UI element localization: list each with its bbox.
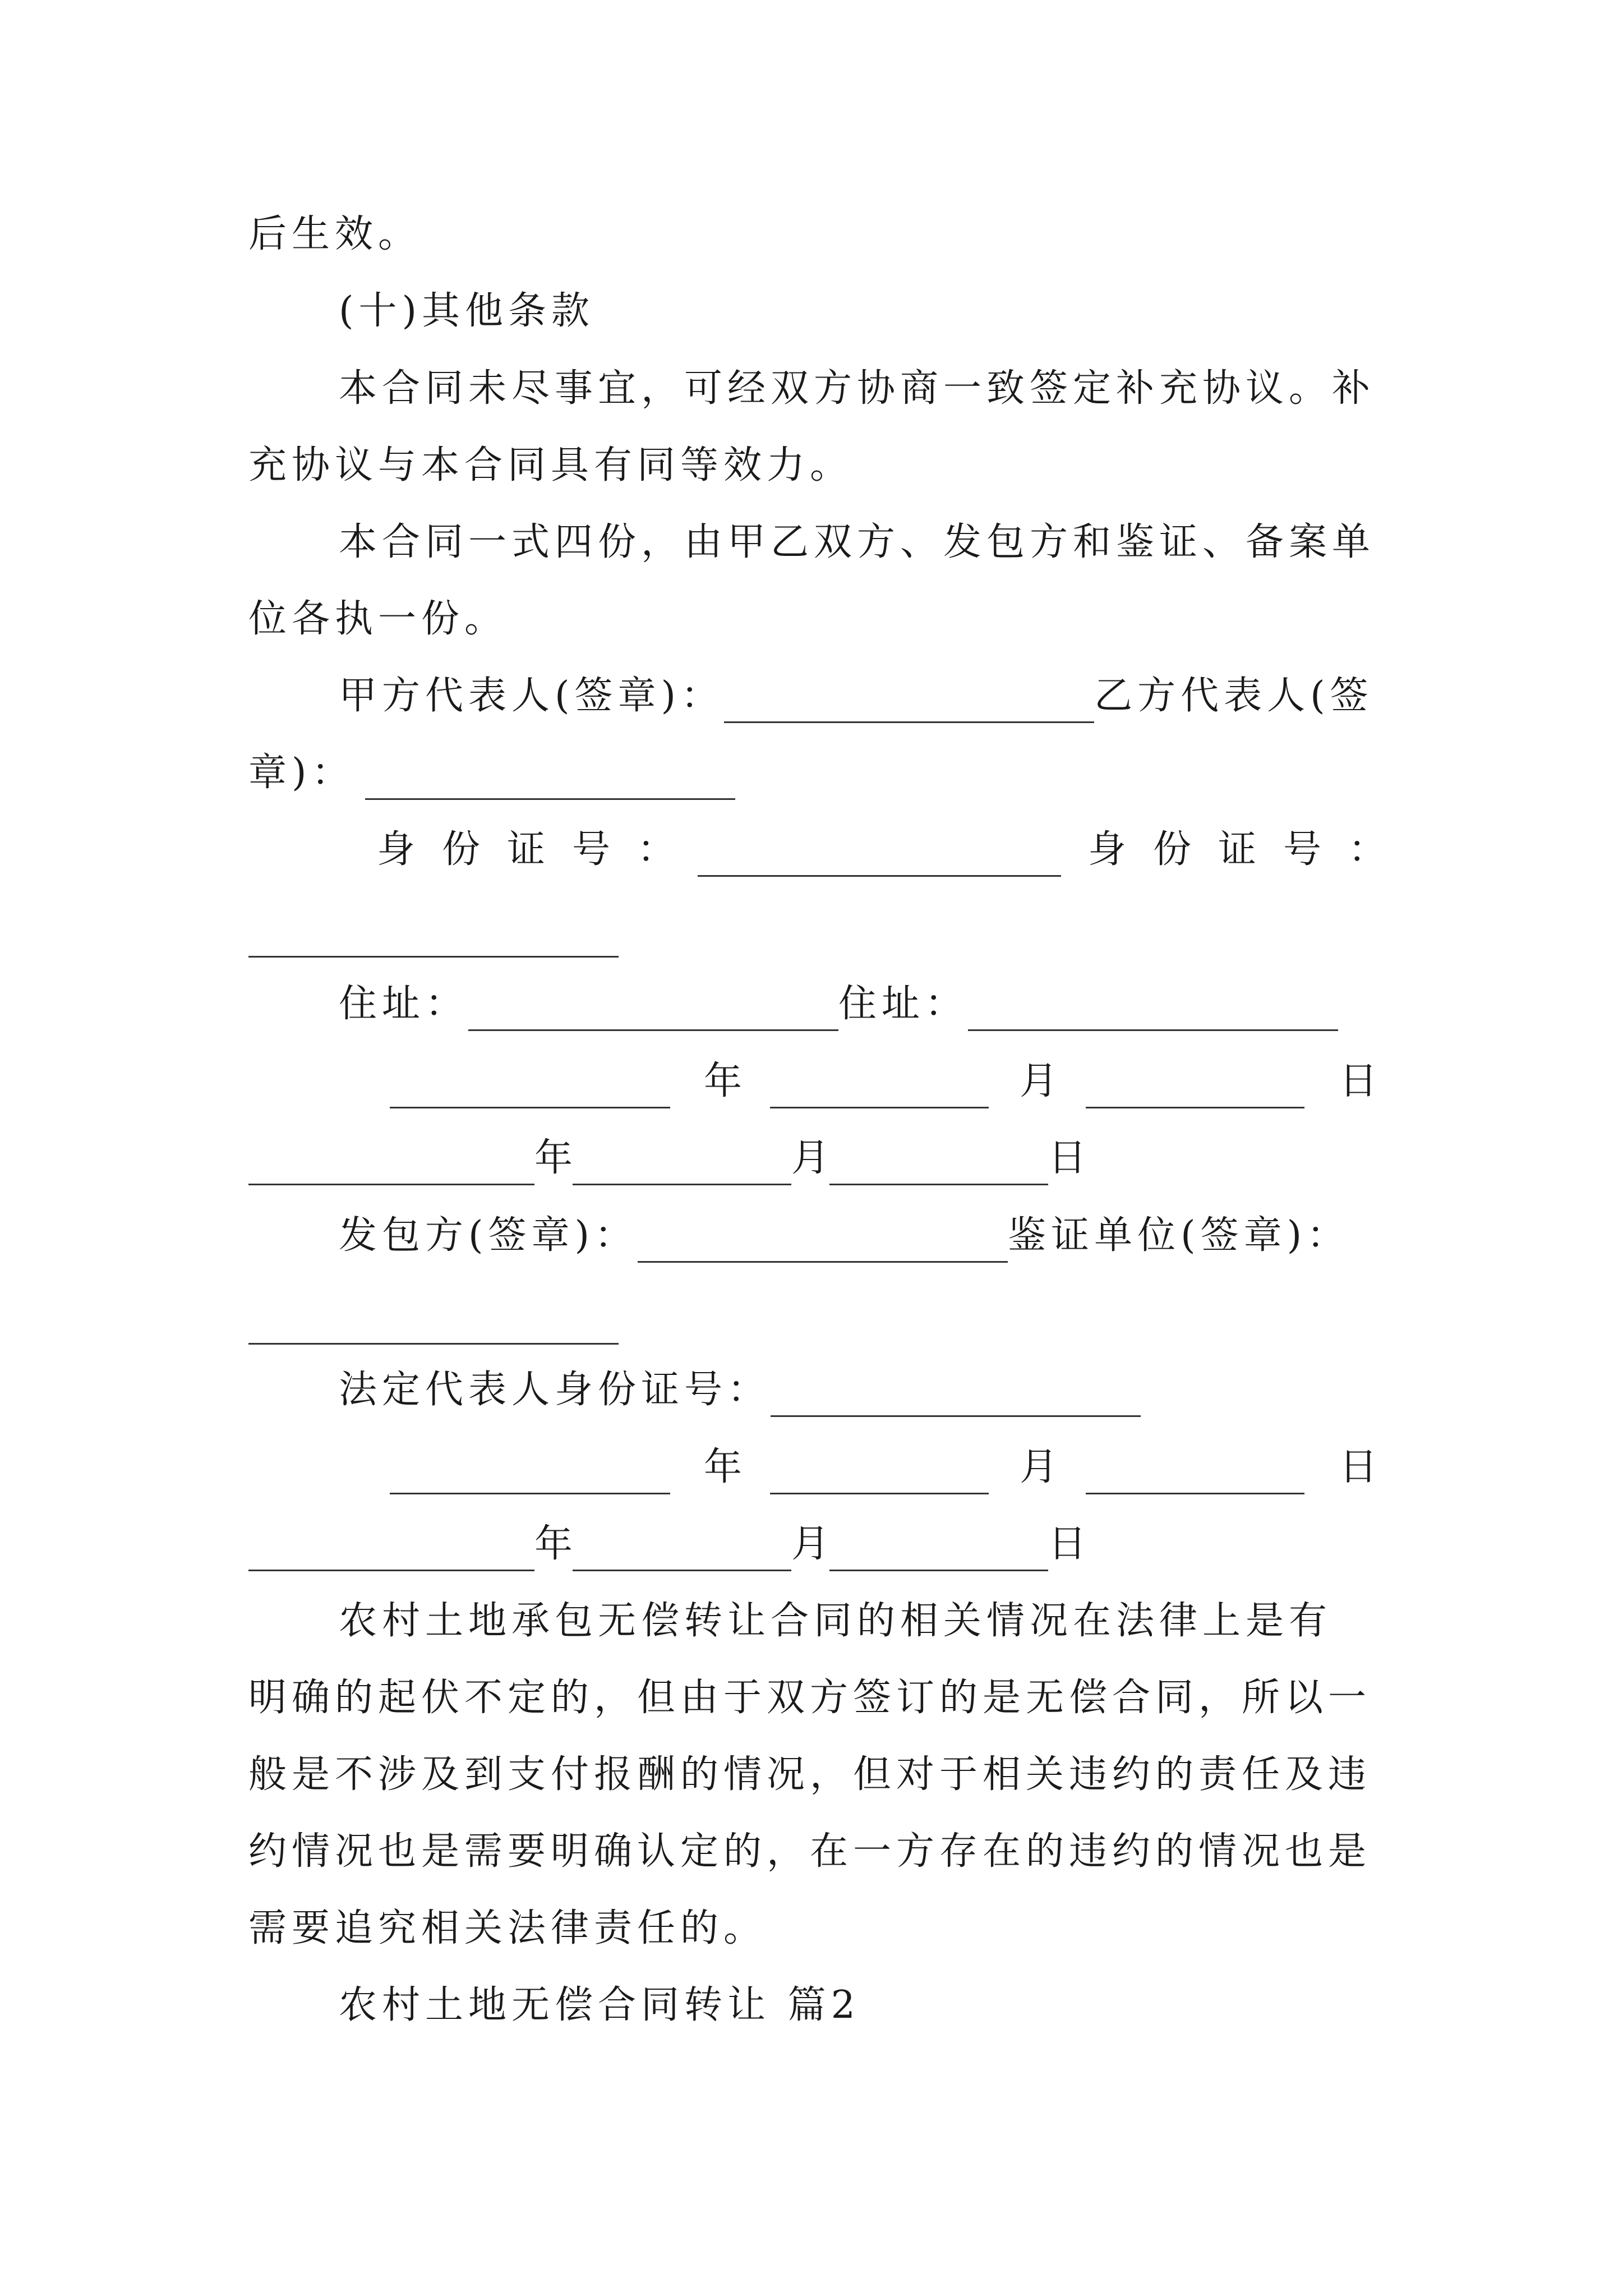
text-line: 农村土地承包无偿转让合同的相关情况在法律上是有 — [339, 1599, 1332, 1643]
id-label-char: 证 — [507, 827, 546, 872]
day-blank — [829, 1530, 1048, 1571]
id-label-char: 号 — [572, 827, 611, 872]
party-a-signature-label: 甲方代表人(签章)： — [339, 674, 725, 718]
text-line: 本合同未尽事宜，可经双方协商一致签定补充协议。补 — [339, 366, 1376, 411]
id-label-char: 身 — [1087, 827, 1126, 872]
year-label: 年 — [704, 1445, 743, 1489]
party-a-address-label: 住址： — [339, 982, 469, 1026]
month-blank — [770, 1453, 989, 1494]
text-line: 明确的起伏不定的，但由于双方签订的是无偿合同，所以一 — [248, 1676, 1372, 1720]
party-a-id-blank — [698, 836, 1061, 877]
appraiser-signature-label: 鉴证单位(签章)： — [1008, 1213, 1350, 1258]
day-blank — [1086, 1453, 1304, 1494]
legal-rep-row — [339, 1363, 1387, 1417]
id-label-char: ： — [637, 827, 676, 872]
signature-row — [339, 669, 1387, 723]
address-row — [339, 977, 1387, 1031]
id-label-char: 号 — [1283, 827, 1321, 872]
section-heading: 农村土地无偿合同转让 篇2 — [339, 1983, 860, 2027]
date-row — [248, 1131, 1146, 1185]
year-label: 年 — [534, 1136, 573, 1180]
id-label-char: 证 — [1218, 827, 1256, 872]
year-blank — [248, 1144, 534, 1185]
party-b-address-label: 住址： — [838, 982, 969, 1026]
party-b-signature-label-cont: 章)： — [248, 751, 355, 795]
appraiser-signature-blank — [248, 1341, 619, 1345]
text-line: 充协议与本合同具有同等效力。 — [248, 443, 854, 487]
party-b-id-blank — [248, 954, 619, 958]
signature-row-cont — [248, 746, 1387, 800]
text-line: 位各执一份。 — [248, 597, 508, 641]
party-b-signature-blank — [365, 759, 735, 800]
day-label: 日 — [1048, 1136, 1087, 1180]
employer-row — [339, 1209, 1387, 1263]
party-a-signature-blank — [724, 682, 1094, 723]
id-label-char: ： — [1348, 827, 1386, 872]
year-label: 年 — [534, 1522, 573, 1566]
year-blank — [390, 1453, 670, 1494]
month-label: 月 — [791, 1136, 830, 1180]
text-line: 需要追究相关法律责任的。 — [248, 1906, 767, 1950]
employer-signature-label: 发包方(签章)： — [339, 1213, 638, 1258]
day-blank — [1086, 1068, 1304, 1108]
clause-heading: (十)其他条款 — [339, 289, 595, 333]
party-b-address-blank — [968, 990, 1338, 1031]
party-a-address-blank — [468, 990, 838, 1031]
day-label: 日 — [1048, 1522, 1087, 1566]
month-blank — [573, 1144, 791, 1185]
text-line: 般是不涉及到支付报酬的情况，但对于相关违约的责任及违 — [248, 1752, 1372, 1797]
legal-rep-id-blank — [771, 1376, 1141, 1417]
day-blank — [829, 1144, 1048, 1185]
year-label: 年 — [704, 1059, 743, 1103]
month-blank — [573, 1530, 791, 1571]
legal-rep-id-label: 法定代表人身份证号： — [339, 1368, 771, 1412]
text-line: 后生效。 — [248, 212, 422, 256]
year-blank — [390, 1068, 670, 1108]
employer-signature-blank — [638, 1222, 1008, 1263]
id-label-char: 份 — [442, 827, 481, 872]
date-row — [390, 1441, 1388, 1494]
date-row — [248, 1517, 1146, 1571]
month-blank — [770, 1068, 989, 1108]
day-label: 日 — [1339, 1445, 1378, 1489]
year-blank — [248, 1530, 534, 1571]
id-number-row — [377, 823, 1386, 877]
date-row — [390, 1055, 1388, 1108]
day-label: 日 — [1339, 1059, 1378, 1103]
id-label-char: 份 — [1152, 827, 1191, 872]
month-label: 月 — [1020, 1059, 1058, 1103]
party-b-signature-label: 乙方代表人(签 — [1094, 674, 1373, 718]
text-line: 本合同一式四份，由甲乙双方、发包方和鉴证、备案单 — [339, 520, 1376, 564]
text-line: 约情况也是需要明确认定的，在一方存在的违约的情况也是 — [248, 1829, 1372, 1874]
id-label-char: 身 — [377, 827, 416, 872]
month-label: 月 — [791, 1522, 830, 1566]
month-label: 月 — [1020, 1445, 1058, 1489]
